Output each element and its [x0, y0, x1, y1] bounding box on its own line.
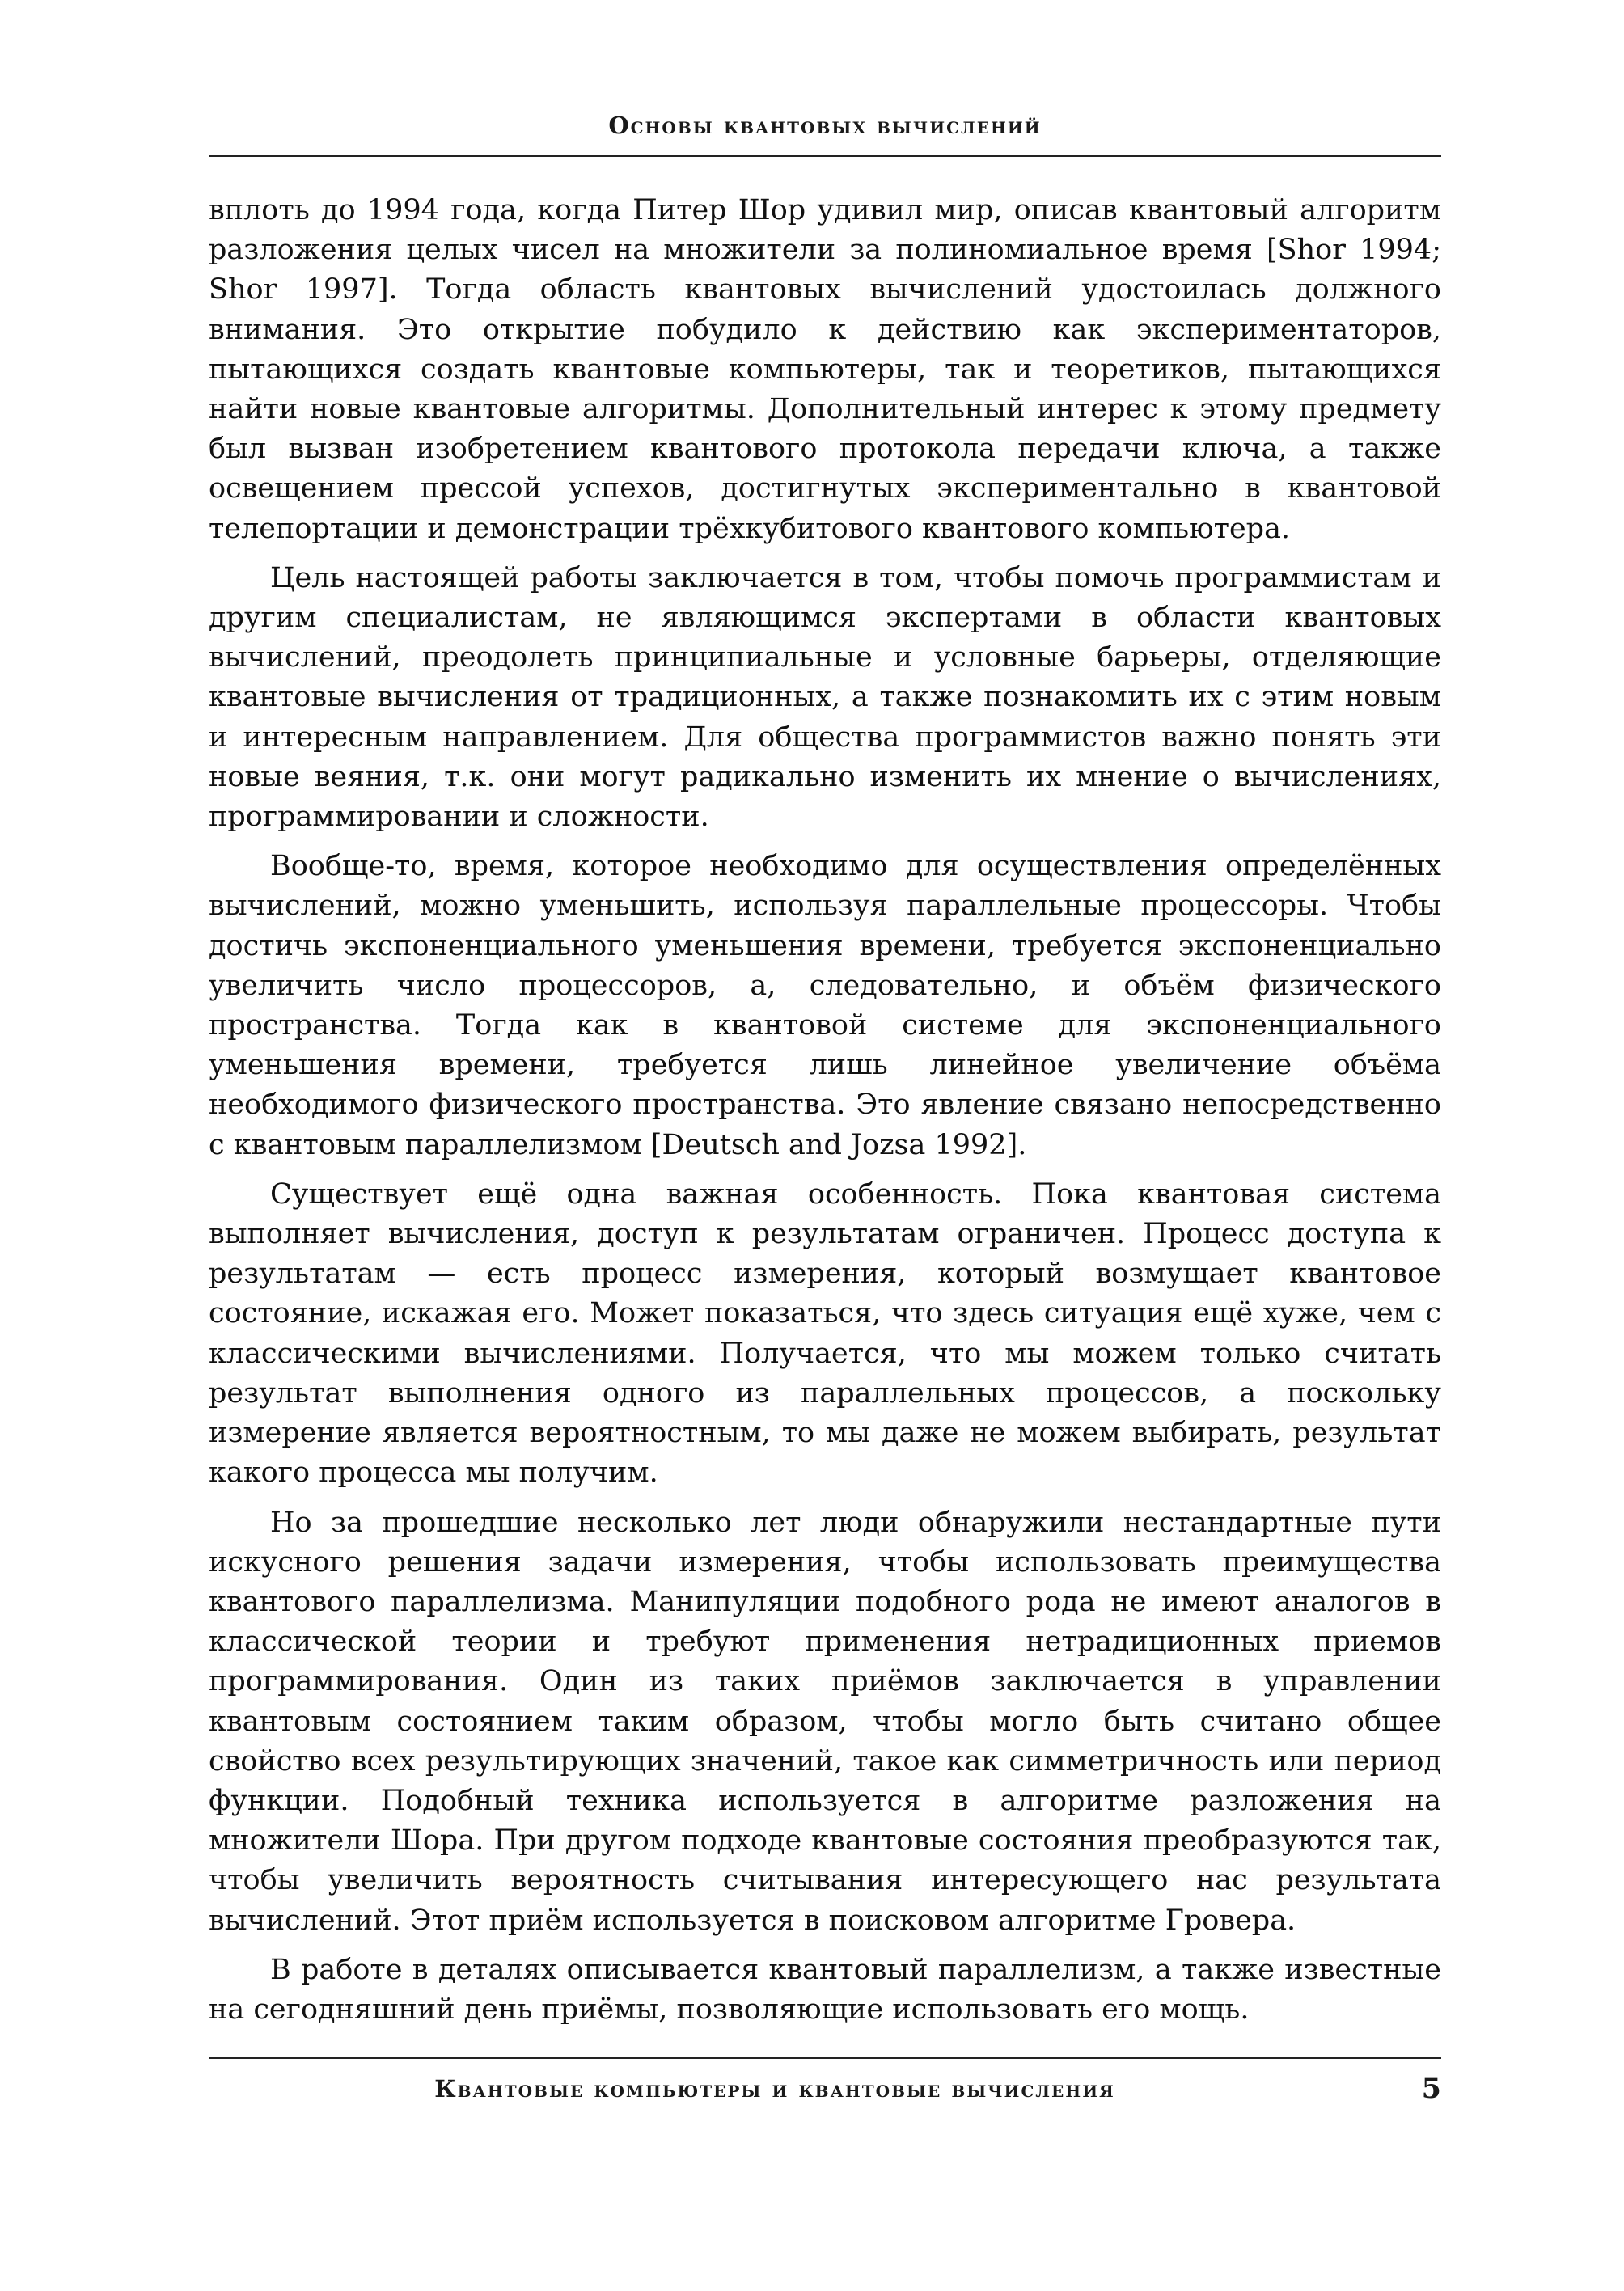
page-number: 5: [1421, 2072, 1441, 2105]
header-rule: [209, 155, 1441, 157]
running-head: Основы квантовых вычислений: [608, 112, 1042, 139]
paragraph: Вообще-то, время, которое необходимо для осуществления определённых вычислений, можно уменьшить, используя параллельные процессоры. Чтобы достичь экспоненциального уменьшения времени, требуется экспоненциально увеличить число процессоров, а, следовательно, и объём физического пространства. Тогда как в квантовой системе для экспоненциального уменьшения времени, требуется лишь линейное увеличение объёма необходимого физического пространства. Это явление связано непосредственно с квантовым параллелизмом [Deutsch and Jozsa 1992].: [209, 850, 1441, 1161]
paragraph: Но за прошедшие несколько лет люди обнаружили нестандартные пути искусного решения задачи измерения, чтобы использовать преимущества квантового параллелизма. Манипуляции подобного рода не имеют аналогов в классической теории и требуют применения нетрадиционных приемов программирования. Один из таких приёмов заключается в управлении квантовым состоянием таким образом, чтобы могло быть считано общее свойство всех результирующих значений, такое как симметричность или период функции. Подобный техника используется в алгоритме разложения на множители Шора. При другом подходе квантовые состояния преобразуются так, чтобы увеличить вероятность считывания интересующего нас результата вычислений. Этот приём используется в поисковом алгоритме Гровера.: [209, 1506, 1441, 1937]
footer-rule: [209, 2057, 1441, 2059]
paragraph: вплоть до 1994 года, когда Питер Шор удивил мир, описав квантовый алгоритм разложения целых чисел на множители за полиномиальное время [Shor 1994; Shor 1997]. Тогда область квантовых вычислений удостоилась должного внимания. Это открытие побудило к действию как экспериментаторов, пытающихся создать квантовые компьютеры, так и теоретиков, пытающихся найти новые квантовые алгоритмы. Дополнительный интерес к этому предмету был вызван изобретением квантового протокола передачи ключа, а также освещением прессой успехов, достигнутых экспериментально в квантовой телепортации и демонстрации трёхкубитового квантового компьютера.: [209, 194, 1441, 545]
paragraph: Цель настоящей работы заключается в том, чтобы помочь программистам и другим специалистам, не являющимся экспертами в области квантовых вычислений, преодолеть принципиальные и условные барьеры, отделяющие квантовые вычисления от традиционных, а также познакомить их с этим новым и интересным направлением. Для общества программистов важно понять эти новые веяния, т.к. они могут радикально изменить их мнение о вычислениях, программировании и сложности.: [209, 561, 1441, 834]
paragraph: Существует ещё одна важная особенность. Пока квантовая система выполняет вычисления, доступ к результатам ограничен. Процесс доступа к результатам — есть процесс измерения, который возмущает квантовое состояние, искажая его. Может показаться, что здесь ситуация ещё хуже, чем с классическими вычислениями. Получается, что мы можем только считать результат выполнения одного из параллельных процессов, а поскольку измерение является вероятностным, то мы даже не можем выбирать, результат какого процесса мы получим.: [209, 1177, 1441, 1490]
running-foot: Квантовые компьютеры и квантовые вычисления: [434, 2075, 1115, 2103]
paragraph: В работе в деталях описывается квантовый параллелизм, а также известные на сегодняшний день приёмы, позволяющие использовать его мощь.: [209, 1953, 1441, 2026]
body-text: [209, 191, 1441, 2039]
